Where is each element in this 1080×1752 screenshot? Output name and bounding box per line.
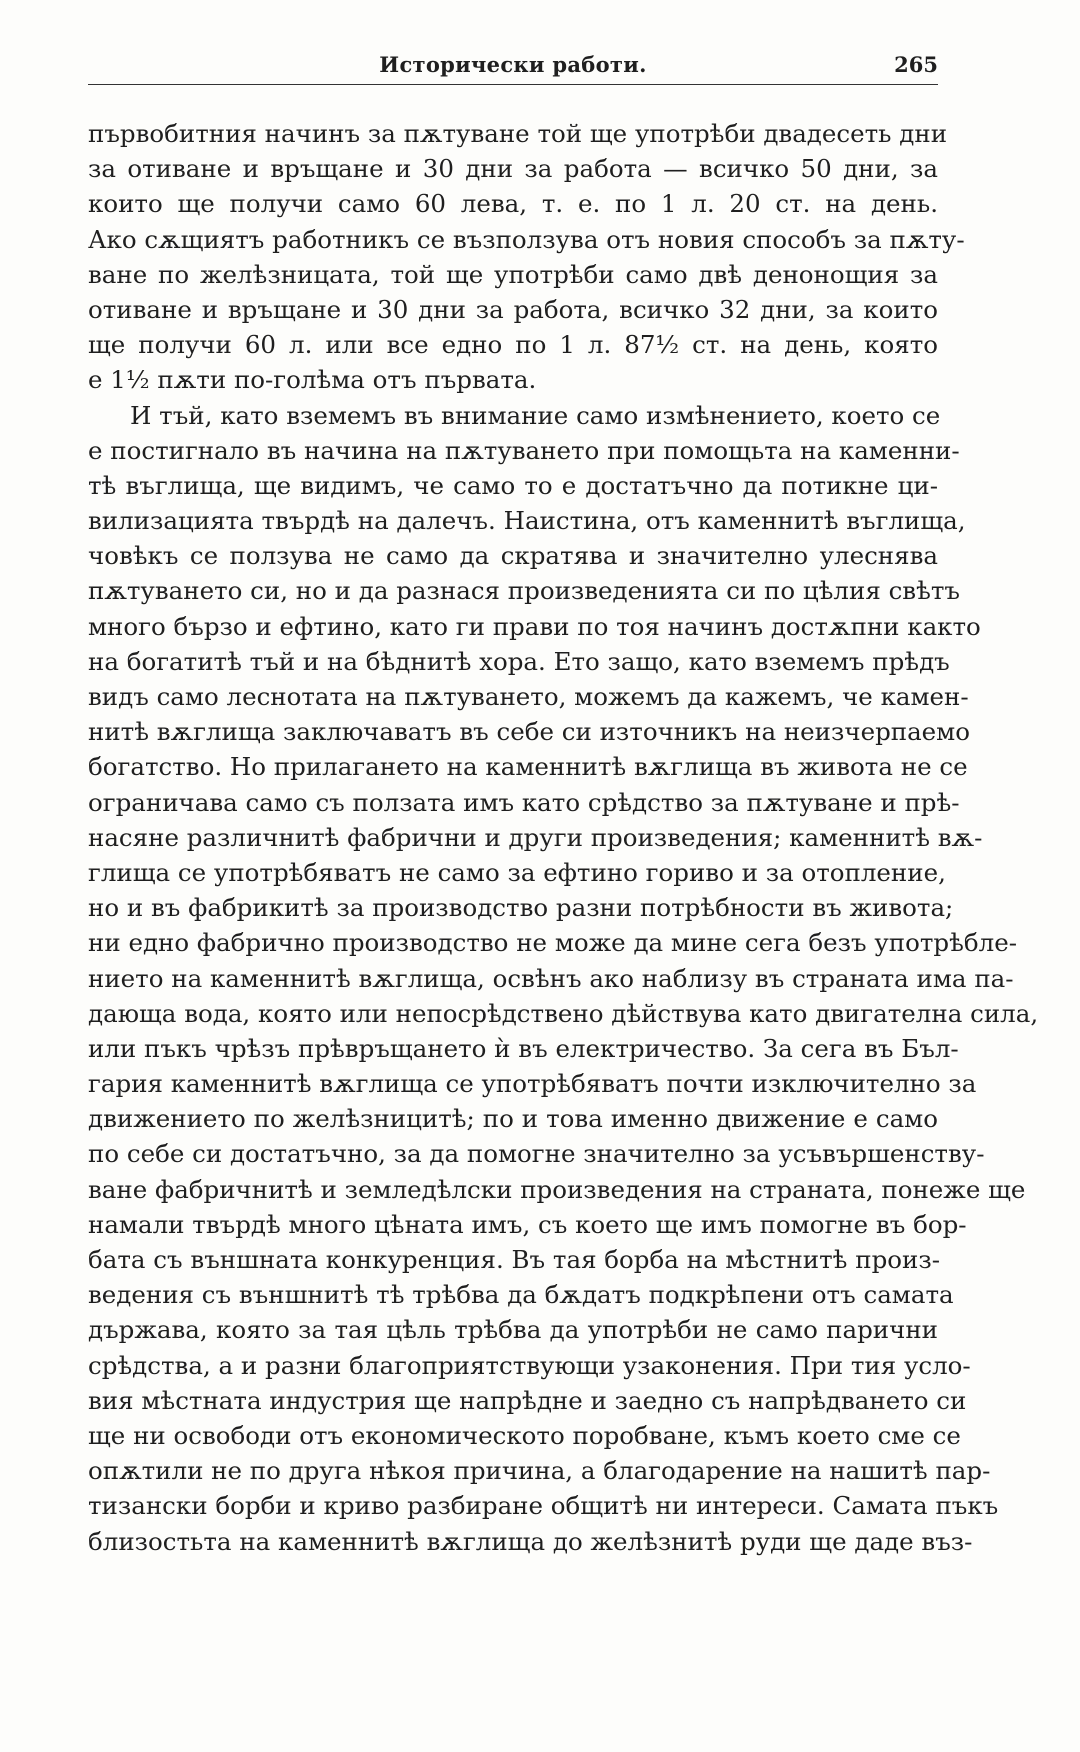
text-line: отиване и връщане и 30 дни за работа, всичко 32 дни, за които (88, 294, 938, 324)
text-line: е постигнало въ начина на пѫтуването при помощьта на каменни- (88, 435, 960, 465)
text-line: вия мѣстната индустрия ще напрѣдне и заедно съ напрѣдването си (88, 1385, 967, 1415)
text-line: човѣкъ се ползува не само да скратява и значително улеснява (88, 541, 938, 571)
text-line: вилизацията твърдѣ на далечъ. Наистина, отъ каменнитѣ въглища, (88, 506, 966, 536)
text-line: тѣ въглища, ще видимъ, че само то е достатъчно да потикне ци- (88, 470, 938, 500)
text-line: на богатитѣ тъй и на бѣднитѣ хора. Ето защо, като вземемъ прѣдъ (88, 646, 950, 676)
text-line: които ще получи само 60 лева, т. е. по 1 л. 20 ст. на день. (88, 189, 938, 219)
text-line: нитѣ вѫглища заключаватъ въ себе си източникъ на неизчерпаемо (88, 717, 970, 747)
text-line: ще получи 60 л. или все едно по 1 л. 87½ ст. на день, която (88, 330, 938, 360)
text-line: насяне различнитѣ фабрични и други произведения; каменнитѣ вѫ- (88, 822, 983, 852)
text-line: дающа вода, която или непосрѣдствено дѣйствува като двигателна сила, (88, 998, 1039, 1028)
text-line: видъ само леснотата на пѫтуването, можемъ да кажемъ, че камен- (88, 682, 969, 711)
text-line: но и въ фабрикитѣ за производство разни потрѣбности въ живота; (88, 893, 954, 923)
text-line: опѫтили не по друга нѣкоя причина, а благодарение на нашитѣ пар- (88, 1456, 991, 1486)
text-line: или пъкъ чрѣзъ прѣвръщането ѝ въ електричество. За сега въ Бъл- (88, 1033, 959, 1063)
text-line: ще ни освободи отъ економическото поробване, къмъ което сме се (88, 1420, 961, 1450)
text-line: много бързо и ефтино, като ги прави по тоя начинъ достѫпни както (88, 611, 981, 641)
page-number: 265 (894, 52, 938, 77)
text-line: бата съ външната конкуренция. Въ тая борба на мѣстнитѣ произ- (88, 1245, 940, 1274)
text-line: ограничава само съ ползата имъ като срѣдство за пѫтуване и прѣ- (88, 787, 960, 817)
text-line: богатство. Но прилагането на каменнитѣ вѫглища въ живота не се (88, 752, 968, 782)
text-line: близостьта на каменнитѣ вѫглища до желѣзнитѣ руди ще даде въз- (88, 1526, 973, 1556)
text-line: нието на каменнитѣ вѫглища, освѣнъ ако наблизу въ страната има па- (88, 963, 1014, 993)
text-line: Ако сѫщиятъ работникъ се възползува отъ новия способъ за пѫту- (88, 224, 965, 254)
text-line: пѫтуването си, но и да разнася произведенията си по цѣлия свѣтъ (88, 576, 960, 606)
text-line: за отиване и връщане и 30 дни за работа — всичко 50 дни, за (88, 154, 938, 184)
text-line: ване фабричнитѣ и земледѣлски произведения на страната, понеже ще (88, 1174, 1026, 1204)
paragraph-first-line: И тъй, като вземемъ въ внимание само измѣнението, което се (130, 400, 941, 430)
text-line: държава, която за тая цѣль трѣбва да употрѣби не само парични (88, 1315, 938, 1345)
text-line: ване по желѣзницата, той ще употрѣби само двѣ денонощия за (88, 259, 938, 289)
text-line: ни едно фабрично производство не може да мине сега безъ употрѣбле- (88, 928, 1017, 958)
text-line: срѣдства, а и разни благоприятствующи узаконения. При тия усло- (88, 1350, 971, 1380)
text-line: движението по желѣзницитѣ; по и това именно движение е само (88, 1104, 938, 1134)
text-line: тизански борби и криво разбиране общитѣ ни интереси. Самата пъкъ (88, 1491, 999, 1521)
text-line: гария каменнитѣ вѫглища се употрѣбяватъ почти изключително за (88, 1069, 977, 1099)
text-line: ведения съ външнитѣ тѣ трѣбва да бѫдатъ подкрѣпени отъ самата (88, 1280, 954, 1310)
text-line: намали твърдѣ много цѣната имъ, съ което ще имъ помогне въ бор- (88, 1209, 967, 1239)
text-line: глища се употрѣбяватъ не само за ефтино гориво и за отопление, (88, 857, 946, 887)
running-title: Исторически работи. (379, 52, 647, 77)
running-head (88, 44, 938, 85)
paragraph-end-line: е 1½ пѫти по-голѣма отъ първата. (88, 365, 537, 395)
text-line: по себе си достатъчно, за да помогне значително за усъвършенству- (88, 1139, 985, 1169)
text-line: първобитния начинъ за пѫтуване той ще употрѣби двадесеть дни (88, 119, 948, 148)
body-text (88, 116, 1039, 1559)
